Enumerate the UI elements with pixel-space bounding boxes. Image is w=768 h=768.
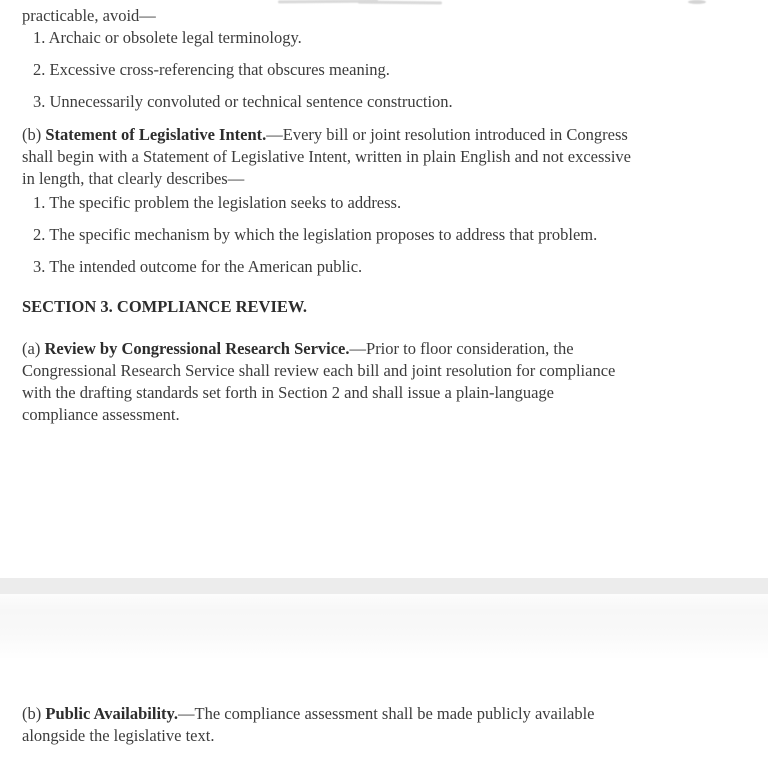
text-line bbox=[22, 124, 631, 146]
clause-text: —The compliance assessment shall be made publicly available bbox=[178, 704, 595, 723]
clause-title: Review by Congressional Research Service. bbox=[44, 339, 350, 358]
list-item: 1. Archaic or obsolete legal terminology. bbox=[33, 28, 302, 47]
text-line: in length, that clearly describes— bbox=[22, 169, 245, 188]
text-line bbox=[22, 338, 615, 360]
clause-text: —Every bill or joint resolution introduced in Congress bbox=[266, 125, 628, 144]
list-item: 3. Unnecessarily convoluted or technical sentence construction. bbox=[33, 92, 453, 111]
clause-label: (b) bbox=[22, 125, 46, 144]
clause-title: Statement of Legislative Intent. bbox=[45, 125, 267, 144]
page-top-shadow bbox=[0, 594, 768, 660]
text-line: with the drafting standards set forth in Section 2 and shall issue a plain-language bbox=[22, 383, 554, 402]
clause-label: (a) bbox=[22, 339, 45, 358]
text-line: shall begin with a Statement of Legislative Intent, written in plain English and not excessive bbox=[22, 147, 631, 166]
intro-line: practicable, avoid— bbox=[22, 6, 156, 25]
cutoff-text-remnant bbox=[358, 1, 442, 5]
paragraph-statement-of-legislative-intent bbox=[22, 124, 631, 190]
paragraph-public-availability bbox=[22, 703, 595, 747]
clause-title: Public Availability. bbox=[45, 704, 179, 723]
list-item: 1. The specific problem the legislation seeks to address. bbox=[33, 193, 402, 212]
clause-text: —Prior to floor consideration, the bbox=[349, 339, 574, 358]
text-line: Congressional Research Service shall review each bill and joint resolution for compliance bbox=[22, 361, 616, 380]
paragraph-review-by-crs bbox=[22, 338, 615, 426]
page-gap-divider bbox=[0, 578, 768, 594]
list-item: 2. Excessive cross-referencing that obscures meaning. bbox=[33, 60, 390, 79]
cutoff-text-remnant bbox=[688, 0, 706, 4]
section-heading: SECTION 3. COMPLIANCE REVIEW. bbox=[22, 297, 307, 316]
text-line: alongside the legislative text. bbox=[22, 726, 215, 745]
text-line bbox=[22, 703, 595, 725]
list-item: 2. The specific mechanism by which the legislation proposes to address that problem. bbox=[33, 225, 598, 244]
clause-label: (b) bbox=[22, 704, 46, 723]
list-item: 3. The intended outcome for the American public. bbox=[33, 257, 363, 276]
text-line: compliance assessment. bbox=[22, 405, 180, 424]
